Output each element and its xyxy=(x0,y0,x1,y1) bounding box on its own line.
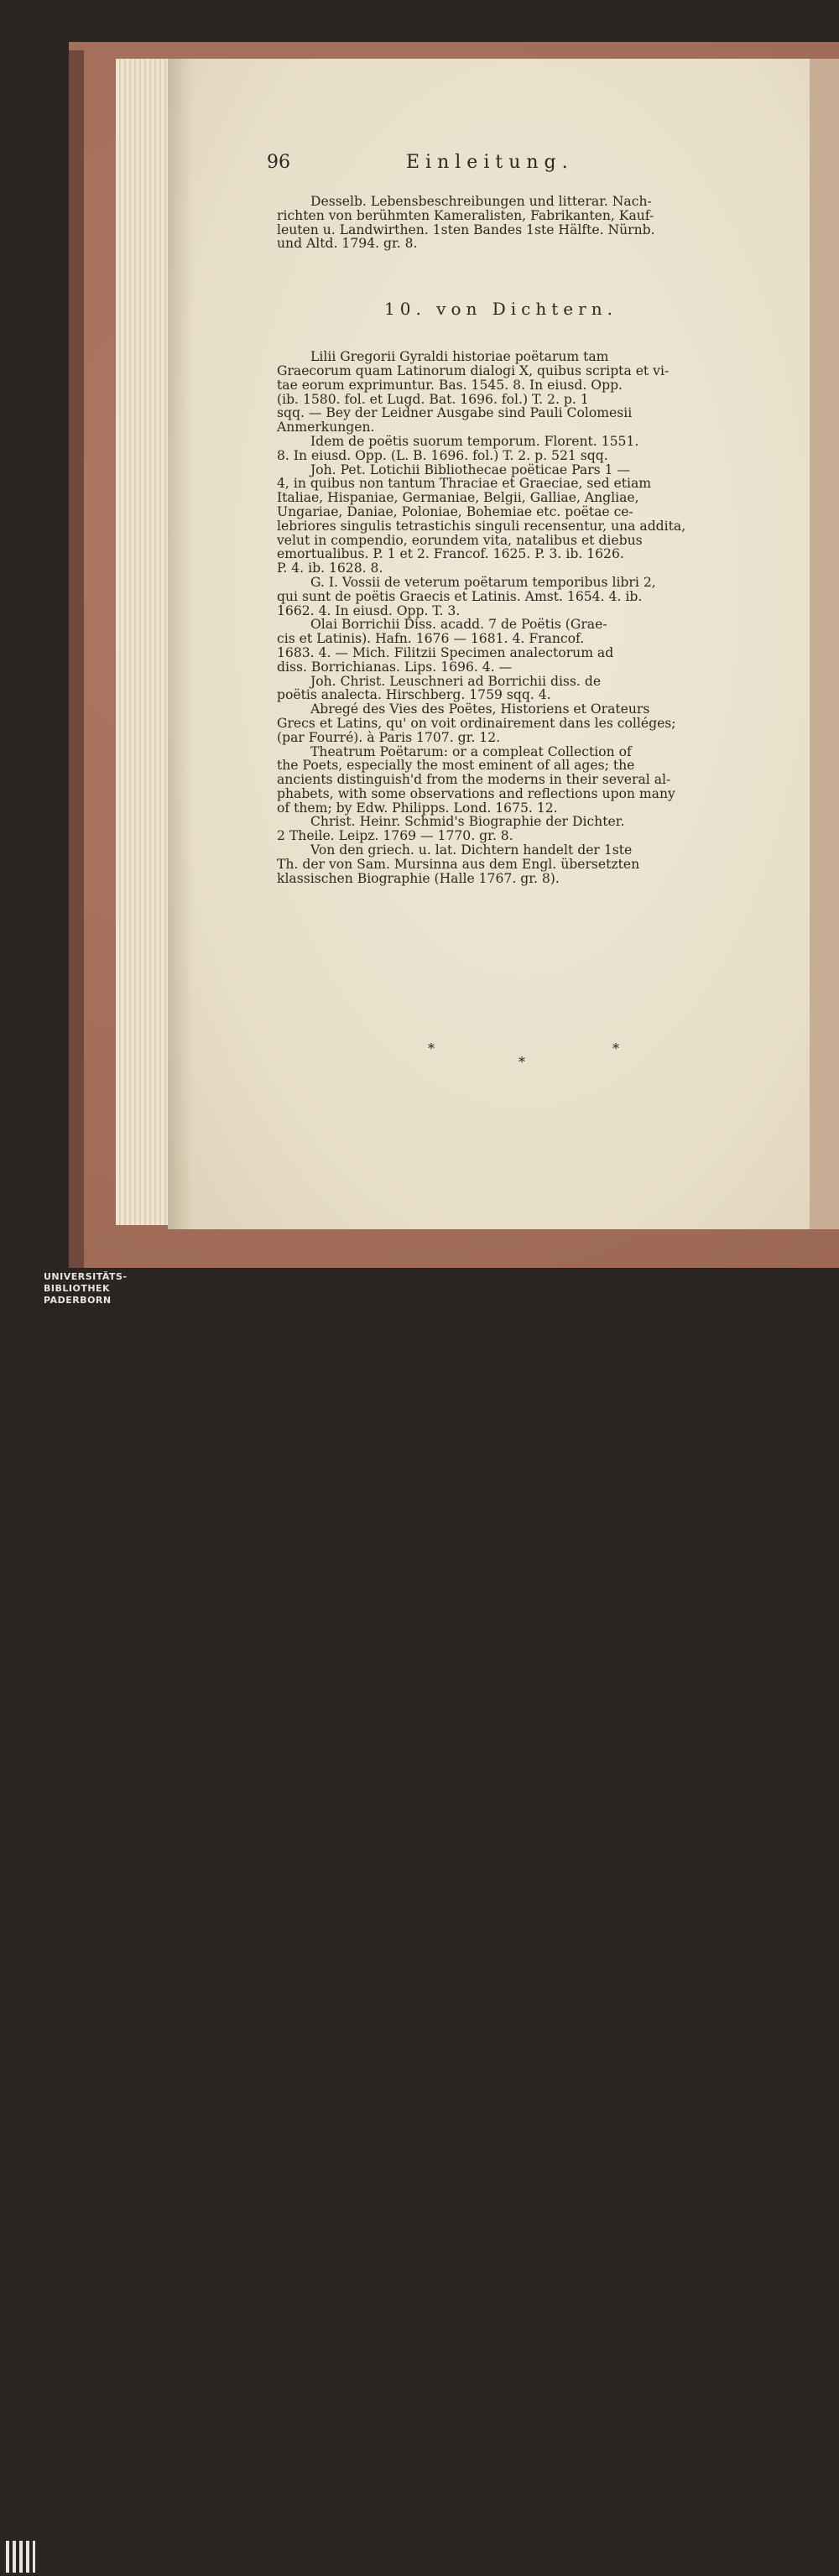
library-footer xyxy=(0,1268,839,1310)
star-ornament: * xyxy=(519,1054,525,1070)
text-line: Olai Borrichii Diss. acadd. 7 de Poëtis (Grae- xyxy=(310,617,607,633)
gutter-shadow xyxy=(168,59,193,1229)
text-line: Desselb. Lebensbeschreibungen und litterar. Nach- xyxy=(310,194,652,209)
library-name-line2: BIBLIOTHEK xyxy=(44,1283,111,1294)
text-line: Christ. Heinr. Schmid's Biographie der Dichter. xyxy=(310,814,625,830)
text-line: G. I. Vossii de veterum poëtarum temporibus libri 2, xyxy=(310,574,656,590)
running-head: Einleitung. xyxy=(406,152,574,173)
text-line: diss. Borrichianas. Lips. 1696. 4. — xyxy=(277,659,513,675)
text-line: leuten u. Landwirthen. 1sten Bandes 1ste Hälfte. Nürnb. xyxy=(277,222,655,237)
text-line: ancients distinguish'd from the moderns in their several al- xyxy=(277,772,671,788)
text-line: qui sunt de poëtis Graecis et Latinis. Amst. 1654. 4. ib. xyxy=(277,588,643,604)
text-line: Lilii Gregorii Gyraldi historiae poëtarum tam xyxy=(310,349,609,365)
text-line: of them; by Edw. Philipps. Lond. 1675. 12. xyxy=(277,800,558,816)
text-line: 4, in quibus non tantum Thraciae et Graeciae, sed etiam xyxy=(277,476,652,492)
text-line: Th. der von Sam. Mursinna aus dem Engl. übersetzten xyxy=(277,856,640,872)
text-line: Ungariae, Daniae, Poloniae, Bohemiae etc. poëtae ce- xyxy=(277,503,633,519)
text-line: the Poets, especially the most eminent of all ages; the xyxy=(277,758,635,774)
text-line: Theatrum Poëtarum: or a compleat Collection of xyxy=(310,743,632,759)
text-line: 1662. 4. In eiusd. Opp. T. 3. xyxy=(277,602,461,618)
scan-image xyxy=(0,0,839,1268)
text-line: Von den griech. u. lat. Dichtern handelt der 1ste xyxy=(310,842,633,858)
text-line: tae eorum exprimuntur. Bas. 1545. 8. In eiusd. Opp. xyxy=(277,377,623,393)
text-line: richten von berühmten Kameralisten, Fabrikanten, Kauf- xyxy=(277,207,654,223)
text-line: phabets, with some observations and reflections upon many xyxy=(277,785,675,801)
text-line: Graecorum quam Latinorum dialogi X, quibus scripta et vi- xyxy=(277,362,670,378)
text-line: (par Fourré). à Paris 1707. gr. 12. xyxy=(277,729,501,745)
text-line: Italiae, Hispaniae, Germaniae, Belgii, Galliae, Angliae, xyxy=(277,490,639,506)
text-line: lebriores singulis tetrastichis singuli recensentur, una addita, xyxy=(277,518,686,534)
text-line: Joh. Pet. Lotichii Bibliothecae poëticae Pars 1 — xyxy=(310,461,631,477)
text-line: emortualibus. P. 1 et 2. Francof. 1625. P. 3. ib. 1626. xyxy=(277,546,624,562)
text-line: Grecs et Latins, qu' on voit ordinairement dans les colléges; xyxy=(277,715,676,731)
library-name-line1: UNIVERSITÄTS- xyxy=(44,1271,128,1282)
text-line: velut in compendio, eorundem vita, natalibus et diebus xyxy=(277,532,643,548)
text-line: 2 Theile. Leipz. 1769 — 1770. gr. 8. xyxy=(277,828,513,844)
text-line: 8. In eiusd. Opp. (L. B. 1696. fol.) T. 2. p. 521 sqq. xyxy=(277,447,608,463)
spacer xyxy=(277,251,765,289)
section-heading: 10. von Dichtern. xyxy=(384,299,618,319)
text-line: P. 4. ib. 1628. 8. xyxy=(277,561,383,576)
text-line: Anmerkungen. xyxy=(277,420,375,435)
library-name-line3: PADERBORN xyxy=(44,1295,112,1306)
text-line: cis et Latinis). Hafn. 1676 — 1681. 4. Francof. xyxy=(277,631,585,647)
library-logo-icon xyxy=(3,2537,37,2576)
star-ornament: * xyxy=(612,1040,619,1056)
text-line: Joh. Christ. Leuschneri ad Borrichii diss. de xyxy=(310,673,602,689)
text-line: Abregé des Vies des Poëtes, Historiens et Orateurs xyxy=(310,701,650,717)
spacer xyxy=(277,328,765,350)
star-ornament: * xyxy=(428,1040,435,1056)
text-line: und Altd. 1794. gr. 8. xyxy=(277,236,418,252)
text-line: (ib. 1580. fol. et Lugd. Bat. 1696. fol.) T. 2. p. 1 xyxy=(277,391,589,407)
book-spine xyxy=(69,50,84,1268)
ornament-stars xyxy=(428,1040,629,1070)
right-cover-edge xyxy=(810,59,839,1229)
text-line: 1683. 4. — Mich. Filitzii Specimen analectorum ad xyxy=(277,644,614,660)
text-line: klassischen Biographie (Halle 1767. gr. 8). xyxy=(277,870,560,886)
text-line: poëtis analecta. Hirschberg. 1759 sqq. 4. xyxy=(277,687,551,703)
text-line: Idem de poëtis suorum temporum. Florent. 1551. xyxy=(310,433,639,449)
page-number: 96 xyxy=(267,152,290,173)
text-line: sqq. — Bey der Leidner Ausgabe sind Pauli Colomesii xyxy=(277,405,633,421)
